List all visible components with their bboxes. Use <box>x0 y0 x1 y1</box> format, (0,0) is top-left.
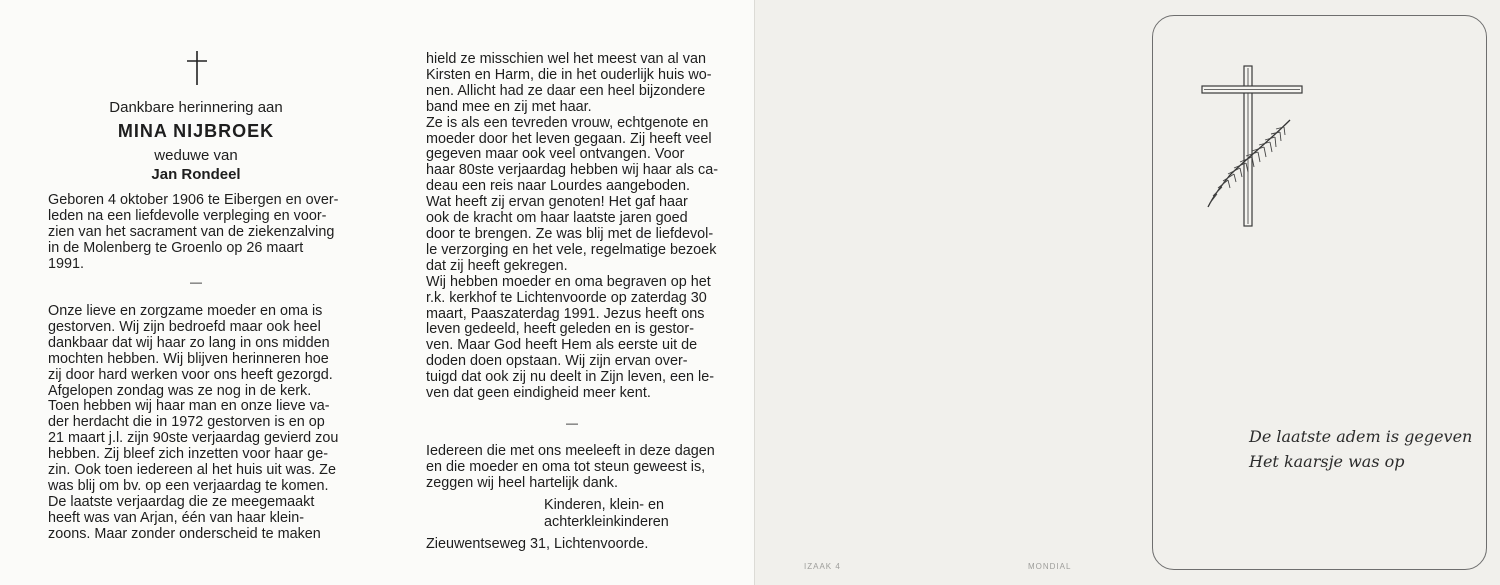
tribute-column-2: hield ze misschien wel het meest van al van Kirsten en Harm, die in het ouderlijk huis wo- nen. Allicht had ze daar een heel bijzondere band mee en zij met haar. Ze is als een tevreden vrouw, echtgenote en moeder door het leven gegaan. Zij heeft veel gegeven maar ook veel ontvangen. Voor haar 80ste verjaardag hebben wij haar als ca- deau een reis naar Lourdes aangeboden. Wat heeft zij ervan genoten! Het gaf haar ook de kracht om haar laatste jaren goed door te brengen. Ze was blij met de liefdevol- le verzorging en het vele, regelmatige bezoek dat zij heeft gekregen. Wij hebben moeder en oma begraven op het r.k. kerkhof te Lichtenvoorde op zaterdag 30 maart, Paaszaterdag 1991. Jezus heeft ons leven gedeeld, heeft geleden en is gestor- ven. Maar God heeft Hem als eerste uit de doden doen opstaan. Wij zijn ervan over- tuigd dat ook zij nu deelt in Zijn leven, een le- ven dat geen eindigheid meer kent. <box>426 51 718 402</box>
widow-of-label: weduwe van <box>154 147 238 164</box>
birth-death-paragraph: Geboren 4 oktober 1906 te Eibergen en over- leden na een liefdevolle verpleging en voor- zien van het sacrament van de ziekenzalving in de Molenberg te Groenlo op 26 maart 1991. <box>48 192 339 272</box>
cross-icon <box>184 50 210 86</box>
palm-branch-icon <box>1200 115 1296 210</box>
family-signature: Kinderen, klein- en achterkleinkinderen <box>544 497 669 530</box>
deceased-name: MINA NIJBROEK <box>117 121 275 141</box>
tribute-column-1: Onze lieve en zorgzame moeder en oma is gestorven. Wij zijn bedroefd maar ook heel dankbaar dat wij haar zo lang in ons midden mochten hebben. Wij blijven herinneren hoe zij door hard werken voor ons heeft gezorgd. Afgelopen zondag was ze nog in de kerk. Toen hebben wij haar man en onze lieve va- der herdacht die in 1972 gestorven is en op 21 maart j.l. zijn 90ste verjaardag gevierd zou hebben. Zij bleef zich inzetten voor haar ge- zin. Ook toen iedereen al het huis uit was. Ze was blij om bv. op een verjaardag te komen. De laatste verjaardag die ze meegemaakt heeft was van Arjan, één van haar klein- zoons. Maar zonder onderscheid te maken <box>48 303 339 542</box>
thanks-paragraph: Iedereen die met ons meeleeft in deze dagen en die moeder en oma tot steun geweest is, zeggen wij heel hartelijk dank. <box>426 443 715 491</box>
husband-name: Jan Rondeel <box>151 166 241 183</box>
memorial-intro: Dankbare herinnering aan <box>109 99 283 116</box>
memorial-verse: De laatste adem is gegeven Het kaarsje was op <box>1249 427 1473 471</box>
family-address: Zieuwentseweg 31, Lichtenvoorde. <box>426 536 649 552</box>
printer-mark-code: IZAAK 4 <box>804 562 841 571</box>
separator-dash: — <box>190 275 202 289</box>
printer-mark-brand: MONDIAL <box>1028 562 1072 571</box>
separator-dash-2: — <box>566 416 578 430</box>
